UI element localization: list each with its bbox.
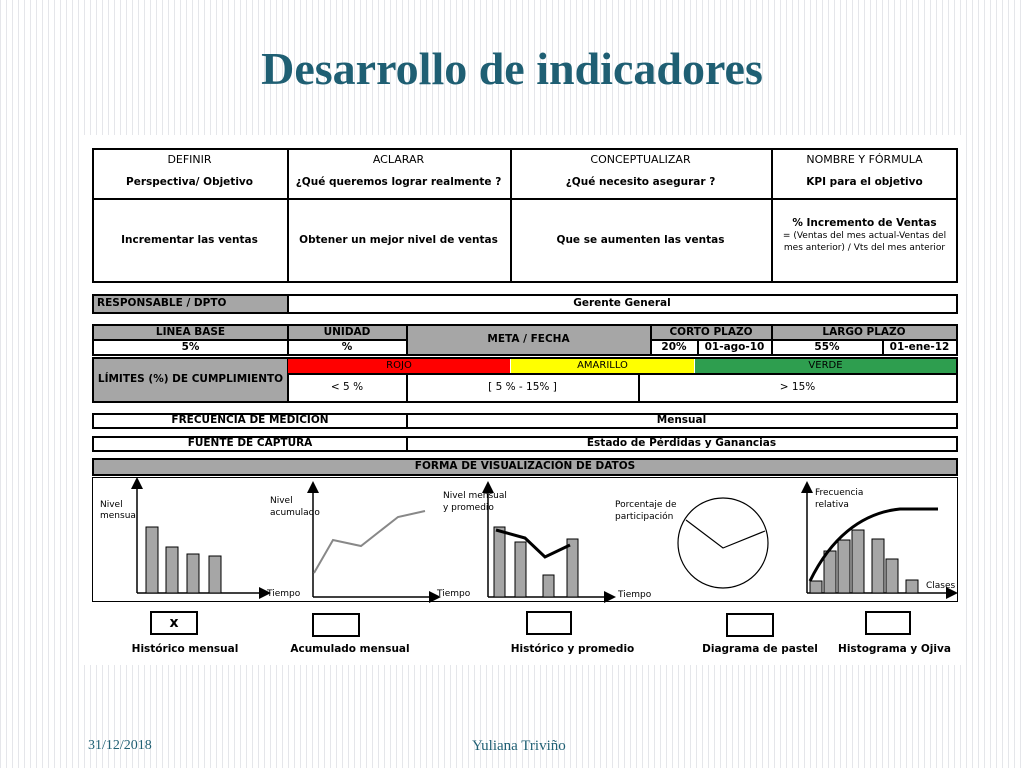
nombre-header: NOMBRE Y FÓRMULA bbox=[806, 153, 923, 167]
fuente-value: Estado de Pérdidas y Ganancias bbox=[586, 437, 777, 450]
limite-verde-header: VERDE bbox=[695, 359, 956, 373]
option-checkbox-historico-promedio[interactable] bbox=[526, 611, 572, 635]
option-label-historico-mensual: Histórico mensual bbox=[131, 643, 239, 656]
definir-header: DEFINIR bbox=[167, 153, 212, 167]
conceptualizar-subheader: ¿Qué necesito asegurar ? bbox=[565, 176, 716, 189]
option-label-diagrama-pastel: Diagrama de pastel bbox=[702, 643, 818, 656]
definir-subheader: Perspectiva/ Objetivo bbox=[126, 176, 253, 189]
kpi-formula: = (Ventas del mes actual-Ventas del mes anterior) / Vts del mes anterior bbox=[782, 231, 947, 253]
bar bbox=[567, 539, 578, 597]
bar bbox=[838, 540, 850, 593]
chart3-xlabel: Tiempo bbox=[618, 590, 652, 600]
limite-verde-value: > 15% bbox=[779, 381, 816, 394]
bar bbox=[824, 551, 836, 593]
option-checkbox-historico-mensual[interactable]: x bbox=[150, 611, 198, 635]
responsable-label: RESPONSABLE / DPTO bbox=[94, 296, 287, 312]
accumulated-line bbox=[314, 511, 425, 573]
responsable-value: Gerente General bbox=[573, 297, 671, 310]
bar bbox=[146, 527, 158, 593]
chart5-xlabel: Clases bbox=[926, 581, 956, 591]
corto-plazo-fecha: 01-ago-10 bbox=[704, 340, 765, 353]
bar bbox=[810, 581, 822, 593]
forma-label: FORMA DE VISUALIZACIÓN DE DATOS bbox=[414, 460, 636, 473]
unidad-value: % bbox=[341, 340, 353, 353]
largo-plazo-pct: 55% bbox=[814, 340, 840, 353]
bar bbox=[515, 542, 526, 597]
chart1-ylabel-1: Nivel bbox=[100, 500, 123, 510]
bar bbox=[852, 530, 864, 593]
unidad-label: UNIDAD bbox=[288, 326, 406, 339]
option-label-histograma-ojiva: Histograma y Ojiva bbox=[838, 643, 951, 656]
chart4-label-1: Porcentaje de bbox=[615, 500, 677, 510]
limites-label: LÍMITES (%) DE CUMPLIMIENTO bbox=[94, 359, 287, 401]
footer-date: 31/12/2018 bbox=[88, 738, 152, 753]
limite-amarillo-header: AMARILLO bbox=[511, 359, 694, 373]
frecuencia-value: Mensual bbox=[656, 414, 707, 427]
chart2-ylabel-1: Nivel bbox=[270, 496, 293, 506]
aclarar-header: ACLARAR bbox=[372, 153, 425, 167]
bar bbox=[187, 554, 199, 593]
aclarar-value: Obtener un mejor nivel de ventas bbox=[299, 234, 498, 247]
corto-plazo-label: CORTO PLAZO bbox=[651, 326, 771, 339]
chart3-ylabel-2: y promedio bbox=[443, 503, 494, 513]
option-checkbox-acumulado-mensual[interactable] bbox=[312, 613, 360, 637]
chart2-ylabel-2: acumulado bbox=[270, 508, 320, 518]
kpi-title: % Incremento de Ventas bbox=[792, 217, 937, 229]
chart-histograma-ojiva bbox=[807, 487, 956, 593]
bar bbox=[906, 580, 918, 593]
limite-rojo-header: ROJO bbox=[288, 359, 510, 373]
bar bbox=[872, 539, 884, 593]
chart-acumulado-mensual bbox=[270, 487, 471, 599]
chart1-xlabel: Tiempo bbox=[267, 589, 301, 599]
option-checkbox-histograma-ojiva[interactable] bbox=[865, 611, 911, 635]
meta-label: META / FECHA bbox=[407, 326, 650, 354]
bar bbox=[209, 556, 221, 593]
option-label-historico-promedio: Histórico y promedio bbox=[510, 643, 635, 656]
aclarar-subheader: ¿Qué queremos lograr realmente ? bbox=[295, 176, 502, 189]
corto-plazo-pct: 20% bbox=[661, 340, 687, 353]
bar bbox=[166, 547, 178, 593]
definir-value: Incrementar las ventas bbox=[121, 234, 258, 247]
frecuencia-label: FRECUENCIA DE MEDICIÓN bbox=[171, 414, 329, 427]
visualization-charts bbox=[80, 135, 962, 665]
fuente-label: FUENTE DE CAPTURA bbox=[187, 437, 313, 450]
chart5-ylabel-1: Frecuencia bbox=[815, 488, 864, 498]
limite-rojo-value: < 5 % bbox=[330, 381, 364, 394]
chart4-label-2: participación bbox=[615, 512, 674, 522]
footer-author: Yuliana Triviño bbox=[472, 738, 566, 754]
option-checkbox-diagrama-pastel[interactable] bbox=[726, 613, 774, 637]
pie-circle bbox=[678, 498, 768, 588]
conceptualizar-value: Que se aumenten las ventas bbox=[556, 234, 725, 247]
bar bbox=[886, 559, 898, 593]
bar bbox=[543, 575, 554, 597]
linea-base-label: LINEA BASE bbox=[94, 326, 287, 339]
bar bbox=[494, 527, 505, 597]
chart5-ylabel-2: relativa bbox=[815, 500, 849, 510]
largo-plazo-fecha: 01-ene-12 bbox=[889, 340, 950, 353]
limite-amarillo-value: [ 5 % - 15% ] bbox=[488, 381, 557, 394]
indicator-form bbox=[80, 135, 962, 665]
largo-plazo-label: LARGO PLAZO bbox=[772, 326, 956, 339]
chart3-ylabel-1: Nivel mensual bbox=[443, 491, 507, 501]
chart-diagrama-pastel bbox=[615, 498, 768, 588]
nombre-subheader: KPI para el objetivo bbox=[806, 176, 923, 189]
option-label-acumulado-mensual: Acumulado mensual bbox=[290, 643, 410, 656]
chart2-xlabel: Tiempo bbox=[437, 589, 471, 599]
conceptualizar-header: CONCEPTUALIZAR bbox=[590, 153, 691, 167]
linea-base-value: 5% bbox=[181, 340, 200, 353]
average-line bbox=[496, 530, 570, 557]
chart1-ylabel-2: mensual bbox=[100, 511, 139, 521]
slide-title: Desarrollo de indicadores bbox=[261, 43, 763, 94]
